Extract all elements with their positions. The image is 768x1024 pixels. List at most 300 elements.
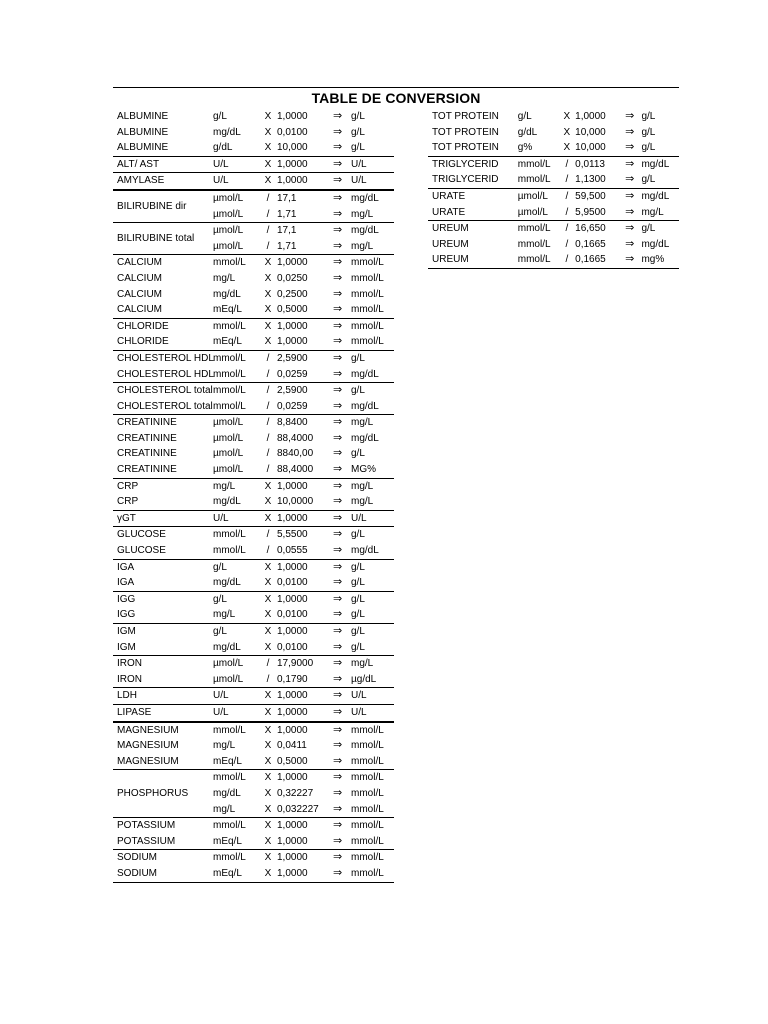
arrow-icon: ⇒ (333, 141, 343, 154)
operator: X (264, 706, 272, 718)
unit-to: mg/dL (641, 238, 670, 250)
unit-from: µmol/L (213, 448, 244, 460)
arrow-icon: ⇒ (333, 819, 343, 832)
conversion-row (113, 640, 394, 656)
factor: 17,9000 (277, 658, 314, 670)
page-title: TABLE DE CONVERSION (311, 90, 481, 106)
unit-from: mmol/L (213, 545, 246, 557)
analyte-name: BILIRUBINE dir (117, 201, 187, 213)
conversion-row (113, 575, 394, 591)
analyte-name: TRIGLYCERID (432, 158, 499, 170)
analyte-name: CALCIUM (117, 304, 163, 316)
analyte-name: CHOLESTEROL HDL (117, 368, 214, 380)
analyte-name: PHOSPHORUS (117, 788, 189, 800)
conversion-row (113, 866, 394, 882)
analyte-name: IGA (117, 561, 135, 573)
conversion-row (113, 607, 394, 623)
factor: 88,4000 (277, 432, 314, 444)
conversion-group (428, 109, 679, 156)
arrow-icon: ⇒ (333, 157, 343, 170)
arrow-icon: ⇒ (333, 447, 343, 460)
unit-to: g/L (351, 626, 365, 637)
unit-from: mEq/L (213, 336, 242, 348)
analyte-name: CHOLESTEROL total (117, 385, 213, 397)
analyte-name: γGT (117, 512, 136, 524)
factor: 10,000 (575, 126, 606, 138)
operator: X (264, 755, 272, 767)
arrow-icon: ⇒ (333, 608, 343, 621)
unit-to: g/L (351, 142, 365, 154)
arrow-icon: ⇒ (333, 287, 343, 300)
conversion-row (113, 446, 394, 462)
title-rule (113, 87, 679, 88)
conversion-group (113, 526, 394, 558)
operator: / (266, 240, 270, 252)
factor: 1,0000 (277, 867, 308, 879)
unit-from: µmol/L (213, 658, 244, 670)
factor: 0,032227 (277, 803, 319, 815)
unit-to: g/L (351, 126, 365, 138)
unit-from: µmol/L (517, 206, 548, 218)
unit-from: mmol/L (517, 223, 551, 235)
arrow-icon: ⇒ (625, 222, 635, 235)
conversion-row (428, 172, 679, 188)
conversion-row (213, 786, 394, 802)
unit-to: mg/L (351, 417, 374, 429)
factor: 8840,00 (277, 448, 314, 460)
arrow-icon: ⇒ (333, 399, 343, 412)
operator: / (266, 417, 270, 429)
arrow-icon: ⇒ (333, 479, 343, 492)
arrow-icon: ⇒ (333, 866, 343, 879)
conversion-group (113, 591, 394, 623)
arrow-icon: ⇒ (333, 528, 343, 541)
arrow-icon: ⇒ (333, 110, 343, 122)
analyte-name: MAGNESIUM (117, 724, 179, 736)
factor: 59,500 (575, 190, 606, 202)
operator: / (266, 529, 270, 541)
analyte-name: TRIGLYCERID (432, 174, 499, 186)
unit-to: mmol/L (351, 336, 384, 348)
unit-to: mg/dL (351, 368, 379, 380)
analyte-name: ALBUMINE (117, 142, 169, 154)
arrow-icon: ⇒ (333, 640, 343, 653)
analyte-name: CREATININE (117, 432, 177, 444)
unit-to: U/L (351, 690, 367, 702)
arrow-icon: ⇒ (333, 207, 343, 220)
conversion-row (113, 527, 394, 543)
conversion-row (113, 157, 394, 173)
conversion-lines (213, 223, 394, 254)
unit-from: mmol/L (213, 400, 246, 412)
factor: 0,0411 (277, 740, 307, 752)
conversion-row (213, 802, 394, 818)
unit-to: g/L (351, 577, 365, 589)
factor: 0,0113 (575, 158, 605, 170)
unit-to: mmol/L (351, 772, 384, 784)
factor: 1,1300 (575, 174, 606, 186)
factor: 1,0000 (277, 852, 308, 864)
factor: 0,5000 (277, 304, 308, 316)
conversion-group (113, 704, 394, 721)
conversion-group (113, 254, 394, 317)
unit-to: mg/dL (351, 545, 379, 557)
operator: X (563, 126, 571, 138)
unit-from: U/L (213, 512, 229, 524)
unit-from: µmol/L (517, 190, 548, 202)
factor: 1,0000 (277, 320, 308, 332)
grouped-row (113, 223, 394, 254)
conversion-row (113, 140, 394, 156)
conversion-row (113, 656, 394, 672)
operator: X (264, 126, 272, 138)
analyte-name: CHLORIDE (117, 336, 169, 348)
operator: X (563, 142, 571, 154)
analyte-name: URATE (432, 190, 466, 202)
factor: 0,0250 (277, 272, 308, 284)
factor: 0,0259 (277, 400, 308, 412)
unit-to: mmol/L (351, 852, 384, 864)
unit-from: µmol/L (213, 417, 244, 429)
unit-from: mmol/L (517, 158, 551, 170)
unit-to: U/L (351, 175, 367, 187)
operator: X (264, 803, 272, 815)
arrow-icon: ⇒ (333, 256, 343, 269)
arrow-icon: ⇒ (333, 303, 343, 316)
analyte-name: CREATININE (117, 417, 177, 429)
factor: 8,8400 (277, 417, 308, 429)
factor: 0,1665 (575, 254, 606, 266)
operator: / (266, 673, 270, 685)
unit-from: µmol/L (213, 225, 244, 237)
unit-from: g/L (213, 626, 227, 637)
operator: X (264, 609, 272, 621)
analyte-name: IGG (117, 609, 136, 621)
arrow-icon: ⇒ (333, 802, 343, 815)
conversion-group (113, 817, 394, 849)
conversion-row (113, 511, 394, 527)
operator: X (264, 740, 272, 752)
analyte-name: IRON (117, 673, 142, 685)
unit-to: mg/dL (351, 400, 379, 412)
conversion-row (113, 271, 394, 287)
arrow-icon: ⇒ (333, 834, 343, 847)
conversion-row (113, 705, 394, 721)
unit-from: µmol/L (213, 192, 244, 204)
unit-from: µmol/L (213, 240, 244, 252)
operator: X (264, 320, 272, 332)
unit-to: mg/dL (351, 225, 379, 237)
operator: / (565, 174, 569, 186)
operator: X (264, 336, 272, 348)
conversion-row (428, 221, 679, 237)
operator: X (264, 577, 272, 589)
grouped-row (113, 770, 394, 817)
factor: 1,0000 (277, 593, 308, 605)
arrow-icon: ⇒ (333, 771, 343, 784)
operator: X (264, 626, 272, 637)
operator: X (264, 257, 272, 269)
unit-from: g% (517, 142, 533, 154)
conversion-row (428, 109, 679, 125)
conversion-lines (213, 770, 394, 817)
unit-from: g/L (517, 111, 532, 122)
factor: 1,71 (277, 240, 297, 252)
arrow-icon: ⇒ (333, 851, 343, 864)
unit-to: MG% (351, 464, 376, 476)
unit-from: mmol/L (517, 238, 551, 250)
unit-from: mg/dL (213, 577, 241, 589)
unit-to: mmol/L (351, 272, 384, 284)
unit-to: mmol/L (351, 755, 384, 767)
operator: / (565, 206, 569, 218)
factor: 0,0555 (277, 545, 308, 557)
arrow-icon: ⇒ (333, 319, 343, 332)
factor: 1,0000 (277, 257, 308, 269)
analyte-name: IGM (117, 641, 136, 653)
factor: 2,5900 (277, 385, 308, 397)
unit-from: mg/dL (213, 787, 241, 799)
unit-from: mEq/L (213, 304, 242, 316)
operator: X (264, 158, 272, 170)
unit-to: mg/L (351, 480, 374, 492)
unit-from: mmol/L (213, 257, 246, 269)
arrow-icon: ⇒ (333, 351, 343, 364)
factor: 1,0000 (277, 158, 308, 170)
analyte-name: BILIRUBINE total (117, 233, 195, 245)
unit-to: mmol/L (351, 304, 384, 316)
unit-to: g/L (641, 111, 656, 122)
conversion-group (113, 189, 394, 222)
conversion-row (428, 237, 679, 253)
analyte-name: LIPASE (117, 706, 152, 718)
operator: X (264, 835, 272, 847)
unit-from: mmol/L (213, 852, 246, 864)
arrow-icon: ⇒ (333, 723, 343, 736)
analyte-name: CRP (117, 480, 139, 492)
conversion-row (113, 672, 394, 688)
conversion-row (113, 319, 394, 335)
analyte-name: AMYLASE (117, 175, 165, 187)
operator: X (264, 288, 272, 300)
conversion-row (113, 688, 394, 704)
conversion-lines (213, 191, 394, 222)
unit-from: mmol/L (517, 254, 551, 266)
arrow-icon: ⇒ (333, 335, 343, 348)
conversion-row (113, 479, 394, 495)
factor: 0,0259 (277, 368, 308, 380)
factor: 0,5000 (277, 755, 308, 767)
unit-to: mmol/L (351, 787, 384, 799)
conversion-row (113, 367, 394, 383)
factor: 17,1 (277, 192, 297, 204)
conversion-row (113, 109, 394, 125)
arrow-icon: ⇒ (333, 754, 343, 767)
unit-to: g/L (641, 142, 656, 154)
unit-to: mg/dL (641, 158, 670, 170)
unit-from: mmol/L (213, 772, 246, 784)
unit-to: mg/L (351, 208, 374, 220)
arrow-icon: ⇒ (333, 495, 343, 508)
unit-from: g/L (213, 111, 227, 122)
analyte-name: ALT/ AST (117, 158, 160, 170)
operator: / (266, 385, 270, 397)
conversion-row (113, 334, 394, 350)
conversion-row (213, 239, 394, 255)
factor: 16,650 (575, 223, 606, 235)
unit-to: mg/L (351, 240, 374, 252)
unit-from: µmol/L (213, 673, 244, 685)
unit-to: g/L (641, 174, 656, 186)
arrow-icon: ⇒ (333, 576, 343, 589)
analyte-name: TOT PROTEIN (432, 142, 499, 154)
arrow-icon: ⇒ (333, 191, 343, 204)
arrow-icon: ⇒ (625, 237, 635, 250)
arrow-icon: ⇒ (333, 367, 343, 380)
conversion-row (113, 125, 394, 141)
analyte-name: IGM (117, 626, 136, 637)
factor: 1,0000 (575, 111, 606, 122)
operator: X (264, 641, 272, 653)
arrow-icon: ⇒ (333, 384, 343, 397)
arrow-icon: ⇒ (333, 705, 343, 718)
conversion-row (113, 560, 394, 576)
conversion-group (113, 687, 394, 704)
factor: 1,0000 (277, 690, 308, 702)
conversion-row (113, 834, 394, 850)
analyte-name: ALBUMINE (117, 126, 169, 138)
arrow-icon: ⇒ (333, 239, 343, 252)
arrow-icon: ⇒ (625, 173, 635, 186)
unit-to: U/L (351, 512, 367, 524)
unit-to: mmol/L (351, 820, 384, 832)
conversion-row (113, 850, 394, 866)
operator: X (264, 787, 272, 799)
unit-from: g/dL (517, 126, 538, 138)
factor: 1,0000 (277, 835, 308, 847)
unit-to: g/L (351, 385, 365, 397)
analyte-name: SODIUM (117, 867, 157, 879)
arrow-icon: ⇒ (333, 544, 343, 557)
conversion-group (113, 510, 394, 527)
conversion-group (428, 156, 679, 188)
conversion-group (113, 382, 394, 414)
analyte-name: IRON (117, 658, 142, 670)
unit-to: mg/dL (351, 192, 379, 204)
arrow-icon: ⇒ (625, 189, 635, 202)
operator: X (264, 820, 272, 832)
factor: 1,0000 (277, 626, 308, 637)
unit-to: mg% (641, 254, 665, 266)
conversion-row (213, 191, 394, 207)
conversion-row (113, 818, 394, 834)
analyte-name: GLUCOSE (117, 545, 166, 557)
operator: / (266, 400, 270, 412)
arrow-icon: ⇒ (333, 560, 343, 573)
operator: / (565, 190, 569, 202)
factor: 0,32227 (277, 787, 314, 799)
arrow-icon: ⇒ (333, 672, 343, 685)
unit-from: mg/L (213, 272, 236, 284)
conversion-group (113, 222, 394, 254)
conversion-row (113, 415, 394, 431)
arrow-icon: ⇒ (333, 657, 343, 670)
unit-to: g/L (351, 448, 365, 460)
conversion-row (113, 302, 394, 318)
analyte-name: CHOLESTEROL HDL (117, 352, 214, 364)
unit-from: U/L (213, 175, 229, 187)
unit-to: mg/L (351, 658, 374, 670)
operator: X (264, 175, 272, 187)
operator: / (266, 368, 270, 380)
conversion-group (113, 156, 394, 173)
factor: 1,0000 (277, 111, 308, 122)
conversion-group (113, 769, 394, 817)
factor: 10,000 (575, 142, 606, 154)
conversion-group (113, 721, 394, 770)
unit-to: g/L (351, 561, 365, 573)
unit-from: mg/dL (213, 126, 241, 138)
conversion-row (113, 462, 394, 478)
operator: X (563, 111, 571, 122)
operator: / (266, 192, 270, 204)
conversion-row (113, 173, 394, 189)
analyte-name: CRP (117, 496, 139, 508)
unit-from: µmol/L (213, 464, 244, 476)
operator: / (565, 158, 569, 170)
unit-to: mmol/L (351, 257, 384, 269)
analyte-name: CREATININE (117, 464, 177, 476)
arrow-icon: ⇒ (333, 689, 343, 702)
conversion-row (428, 140, 679, 156)
analyte-name: GLUCOSE (117, 529, 166, 541)
arrow-icon: ⇒ (625, 253, 635, 266)
arrow-icon: ⇒ (333, 463, 343, 476)
unit-to: mmol/L (351, 803, 384, 815)
unit-from: µmol/L (213, 432, 244, 444)
operator: X (264, 772, 272, 784)
analyte-name: UREUM (432, 238, 469, 250)
factor: 10,000 (277, 142, 308, 154)
unit-to: U/L (351, 158, 367, 170)
unit-to: g/L (351, 111, 365, 122)
operator: / (266, 208, 270, 220)
conversion-row (213, 223, 394, 239)
unit-to: mmol/L (351, 740, 384, 752)
arrow-icon: ⇒ (333, 592, 343, 605)
conversion-row (428, 125, 679, 141)
unit-from: mmol/L (213, 368, 246, 380)
unit-from: U/L (213, 706, 229, 718)
factor: 0,2500 (277, 288, 308, 300)
factor: 1,0000 (277, 772, 308, 784)
unit-to: mg/dL (641, 190, 670, 202)
analyte-name: ALBUMINE (117, 111, 169, 122)
operator: / (565, 223, 569, 235)
conversion-group (113, 623, 394, 655)
conversion-row (113, 399, 394, 415)
unit-to: g/L (351, 641, 365, 653)
factor: 10,0000 (277, 496, 314, 508)
conversion-row (113, 351, 394, 367)
conversion-row (428, 189, 679, 205)
unit-to: mmol/L (351, 288, 384, 300)
unit-from: mg/dL (213, 288, 241, 300)
arrow-icon: ⇒ (625, 141, 635, 154)
factor: 0,0100 (277, 126, 308, 138)
arrow-icon: ⇒ (333, 416, 343, 429)
conversion-row (113, 723, 394, 739)
